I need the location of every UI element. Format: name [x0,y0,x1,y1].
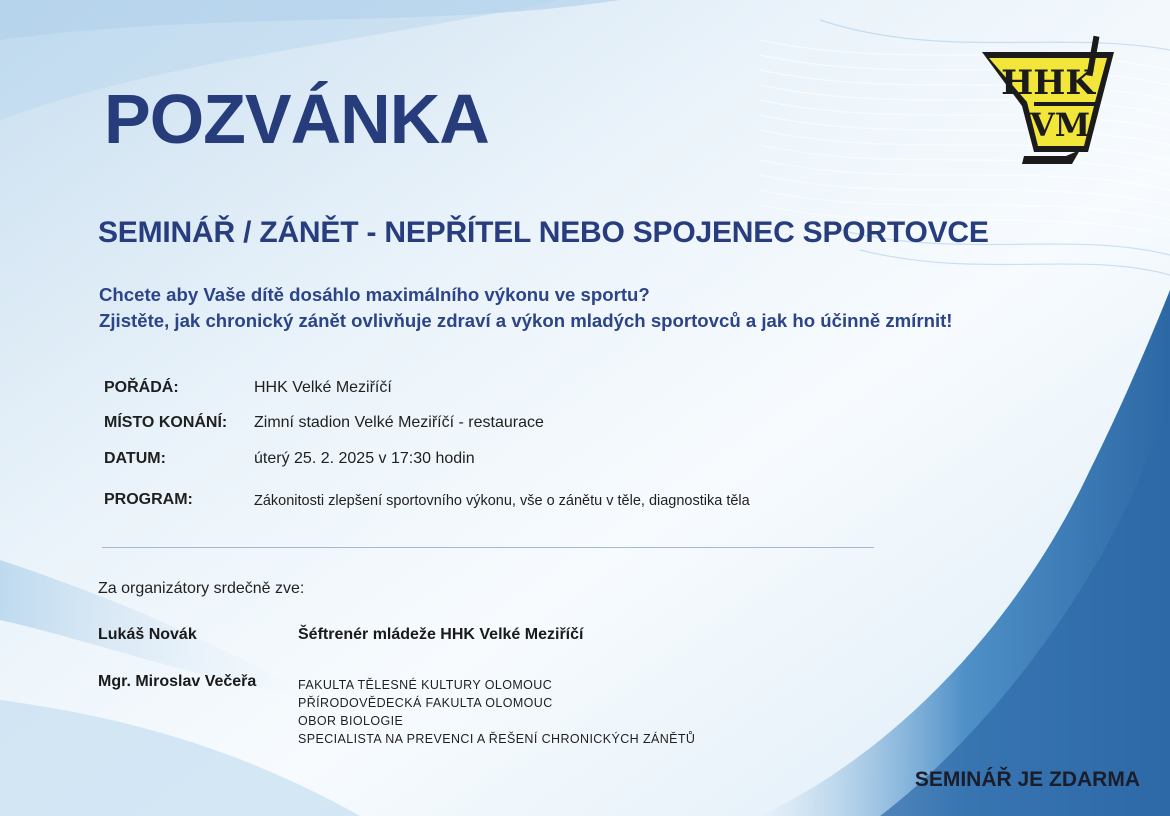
program-label: PROGRAM: [104,491,193,508]
date-value: úterý 25. 2. 2025 v 17:30 hodin [254,450,475,467]
logo-text-vm: VM [1029,106,1091,144]
intro-question: Chcete aby Vaše dítě dosáhlo maximálního výkonu ve sportu? [99,284,650,305]
person-affiliations [298,676,695,748]
affiliation-line: FAKULTA TĚLESNÉ KULTURY OLOMOUC [298,678,553,692]
person-name: Lukáš Novák [98,626,197,643]
invite-greeting: Za organizátory srdečně zve: [98,580,305,597]
intro-text [99,282,953,334]
venue-label: MÍSTO KONÁNÍ: [104,414,228,431]
affiliation-line: SPECIALISTA NA PREVENCI A ŘEŠENÍ CHRONICKÝCH ZÁNĚTŮ [298,732,696,746]
date-label: DATUM: [104,450,166,467]
logo-text-hhk: HHK [1001,63,1095,103]
hhk-vm-logo [976,34,1120,170]
organizer-value: HHK Velké Meziříčí [254,379,392,396]
seminar-subtitle: SEMINÁŘ / ZÁNĚT - NEPŘÍTEL NEBO SPOJENEC SPORTOVCE [98,216,989,249]
page-title: POZVÁNKA [104,80,489,158]
person-name: Mgr. Miroslav Večeřa [98,673,257,690]
venue-value: Zimní stadion Velké Meziříčí - restaurace [254,414,544,431]
person-role: Šéftrenér mládeže HHK Velké Meziříčí [298,626,584,643]
section-divider [102,547,874,548]
affiliation-line: PŘÍRODOVĚDECKÁ FAKULTA OLOMOUC [298,696,553,710]
organizer-label: POŘÁDÁ: [104,379,179,396]
intro-call-to-action: Zjistěte, jak chronický zánět ovlivňuje zdraví a výkon mladých sportovců a jak ho účinně zmírnit! [99,310,953,331]
free-seminar-note: SEMINÁŘ JE ZDARMA [914,768,1140,791]
affiliation-line: OBOR BIOLOGIE [298,714,404,728]
program-value: Zákonitosti zlepšení sportovního výkonu, vše o zánětu v těle, diagnostika těla [254,493,750,509]
